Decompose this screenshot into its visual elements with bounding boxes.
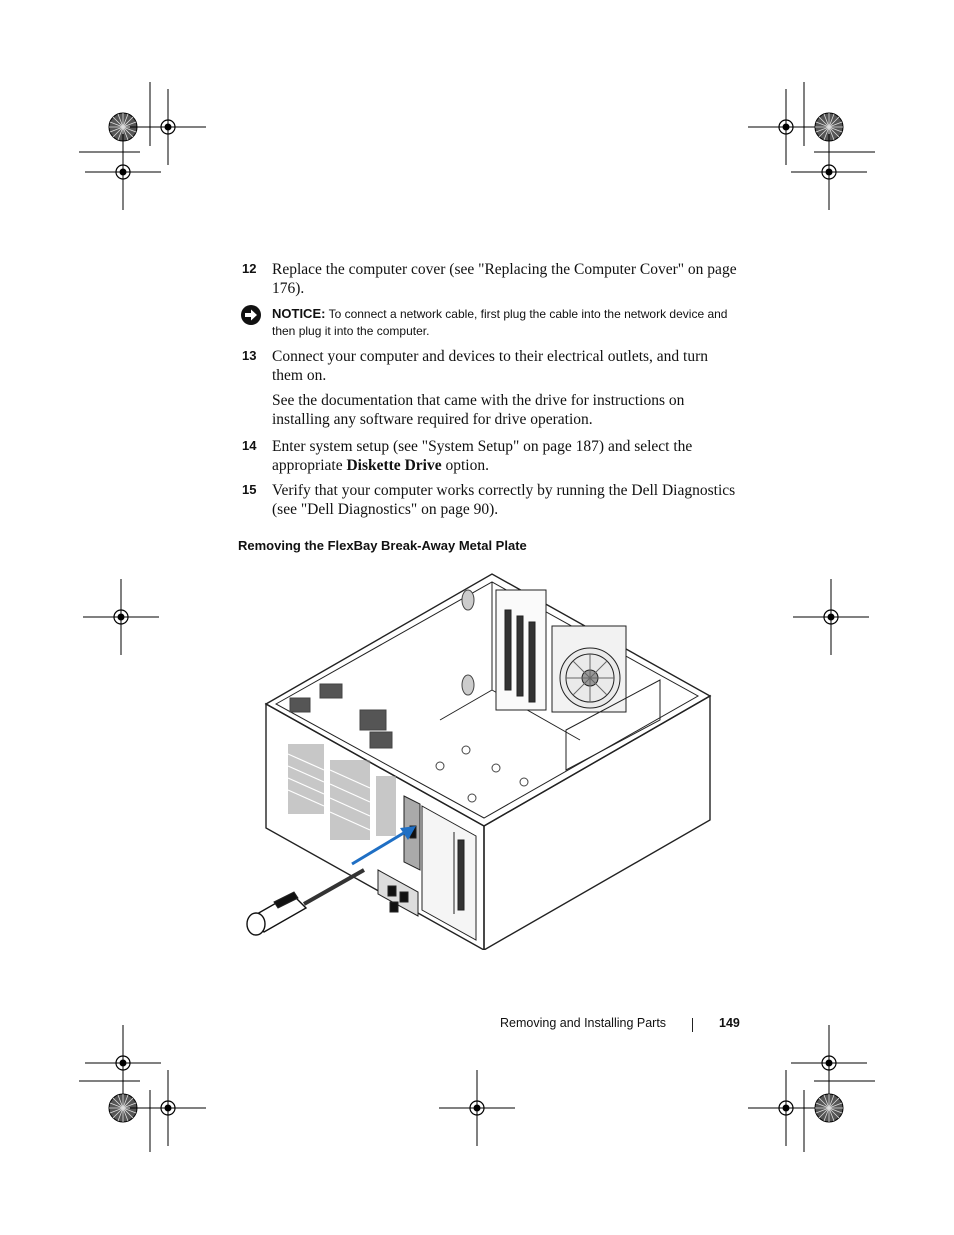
section-heading: Removing the FlexBay Break-Away Metal Plate: [238, 538, 527, 553]
screwdriver-icon: [247, 870, 364, 935]
step-text: [272, 437, 742, 475]
step-number: 13: [242, 348, 257, 363]
step-text-after: option.: [441, 457, 489, 474]
step-number: 15: [242, 482, 257, 497]
step-text: Replace the computer cover (see "Replacing the Computer Cover" on page 176).: [272, 261, 737, 297]
footer-section-title: Removing and Installing Parts: [500, 1016, 667, 1030]
notice-text: [272, 305, 740, 340]
notice-icon: [240, 304, 262, 326]
notice-body: To connect a network cable, first plug the cable into the network device and then plug it into the computer.: [272, 307, 728, 338]
diskette-drive-option: Diskette Drive: [346, 457, 442, 474]
step-13-note: See the documentation that came with the drive for instructions on installing any software required for drive operation.: [272, 392, 685, 428]
step-text-before: Enter system setup (see "System Setup" on page 187) and select the appropriate: [272, 438, 693, 474]
step-text: Verify that your computer works correctly by running the Dell Diagnostics (see "Dell Diagnostics" on page 90).: [272, 482, 736, 518]
step-number: 14: [242, 438, 257, 453]
computer-chassis-illustration: [240, 570, 720, 950]
page-number: 149: [719, 1016, 740, 1030]
step-number: 12: [242, 261, 257, 276]
footer-divider: [692, 1018, 693, 1032]
notice-label: NOTICE:: [272, 306, 326, 321]
step-text: Connect your computer and devices to their electrical outlets, and turn them on.: [272, 348, 709, 384]
